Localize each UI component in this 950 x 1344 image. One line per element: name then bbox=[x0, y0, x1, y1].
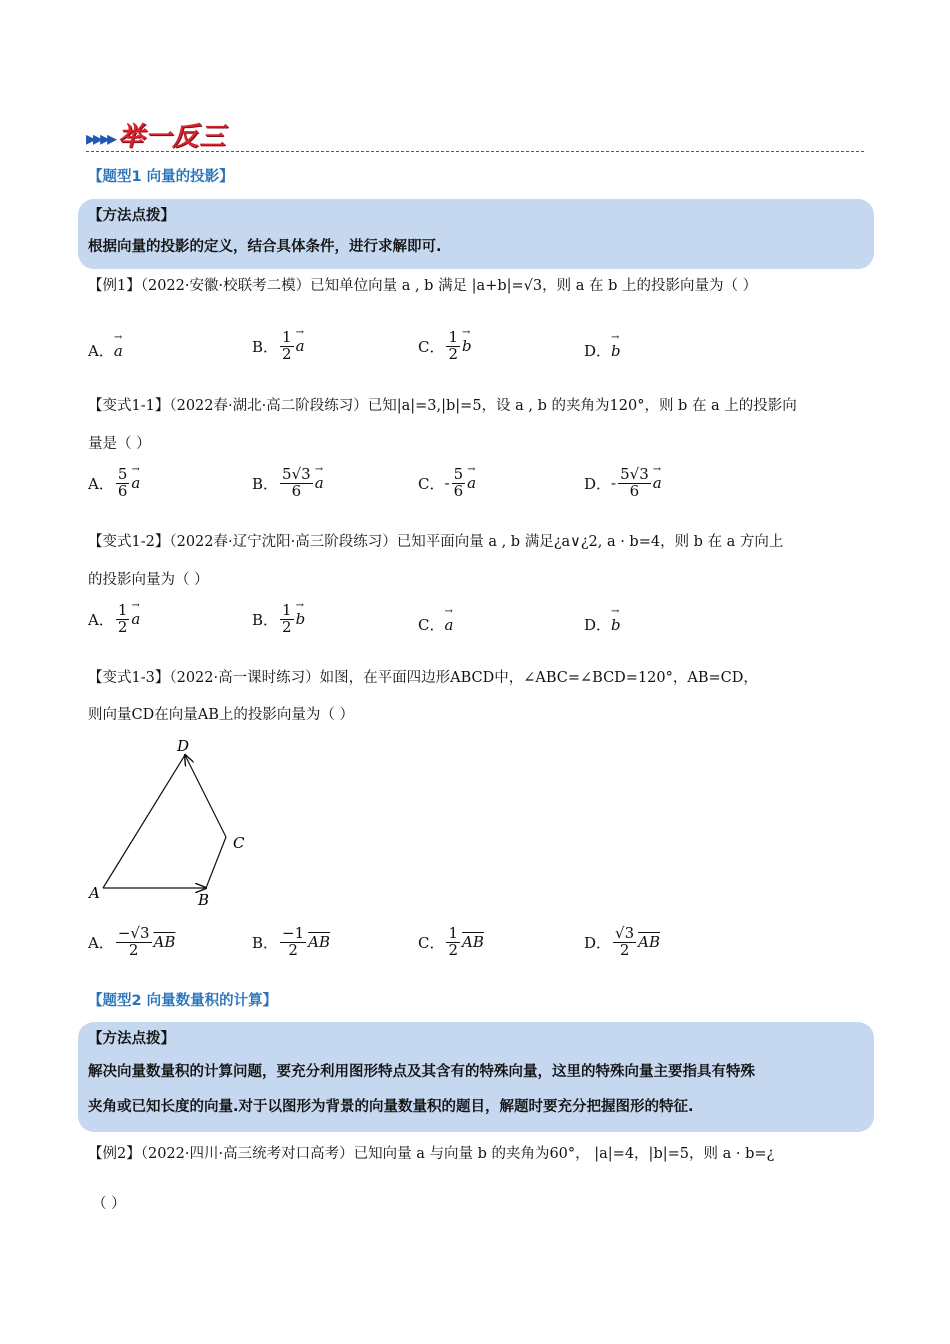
method-box-2 bbox=[78, 1022, 874, 1132]
section-title-2: 【题型2 向量数量积的计算】 bbox=[88, 993, 278, 1009]
fraction: $\frac{1}{2}$ bbox=[282, 328, 292, 363]
fraction: $\frac{1}{2}$ bbox=[448, 328, 459, 363]
v12-option-b[interactable]: B． $\frac{1}{2}$ → b bbox=[252, 603, 305, 636]
v11-option-a[interactable]: A． $\frac{5}{6}$ → a bbox=[88, 467, 140, 500]
v13-option-b[interactable]: B． $\frac{-1}{2}$ $\overline{AB}$ bbox=[252, 924, 331, 959]
segment-ad bbox=[103, 755, 185, 888]
v12-option-d[interactable]: D． → b bbox=[584, 614, 621, 635]
example-1-text: 【例1】（2022·安徽·校联考二模）已知单位向量 a , b 满足 |a+b|=√3，则 a 在 b 上的投影向量为（ ） bbox=[88, 278, 758, 294]
v12-option-a[interactable]: A． $\frac{1}{2}$ → a bbox=[88, 603, 140, 636]
v11-option-c[interactable]: C． - $\frac{5}{6}$ → a bbox=[418, 467, 476, 500]
variant-1-1-line2: 量是（ ） bbox=[88, 436, 151, 452]
quadrilateral-figure bbox=[80, 735, 280, 915]
section-title-1: 【题型1 向量的投影】 bbox=[88, 169, 234, 185]
method-title-2: 【方法点拨】 bbox=[88, 1031, 175, 1047]
ex1-option-c[interactable]: C． $\frac{1}{2}$ → b bbox=[418, 330, 472, 363]
v11-option-b[interactable]: B． $\frac{5√3}{6}$ → a bbox=[252, 467, 324, 500]
method-title-1: 【方法点拨】 bbox=[88, 208, 175, 224]
segment-bc bbox=[206, 837, 226, 888]
method-text-2-line2: 夹角或已知长度的向量.对于以图形为背景的向量数量积的题目，解题时要充分把握图形的特征. bbox=[88, 1099, 694, 1115]
label-b: B bbox=[198, 891, 210, 909]
ex1-option-b[interactable]: B． $\frac{1}{2}$ → a bbox=[252, 330, 305, 363]
header-divider bbox=[86, 151, 864, 152]
v13-option-d[interactable]: D． $\frac{√3}{2}$ $\overline{AB}$ bbox=[584, 924, 660, 959]
variant-1-1-line1: 【变式1-1】（2022春·湖北·高二阶段练习）已知|a|=3,|b|=5，设 a , b 的夹角为120°，则 b 在 a 上的投影向 bbox=[88, 398, 797, 414]
v13-option-a[interactable]: A． $\frac{-√3}{2}$ $\overline{AB}$ bbox=[88, 924, 176, 959]
variant-1-2-line2: 的投影向量为（ ） bbox=[88, 572, 209, 588]
v13-option-c[interactable]: C． $\frac{1}{2}$ $\overline{AB}$ bbox=[418, 924, 484, 959]
v11-option-d[interactable]: D． - $\frac{5√3}{6}$ → a bbox=[584, 467, 662, 500]
label-c: C bbox=[233, 834, 245, 852]
v12-option-c[interactable]: C． → a bbox=[418, 614, 453, 635]
variant-1-3-line2: 则向量CD在向量AB上的投影向量为（ ） bbox=[88, 707, 354, 723]
header-logo-text: 举一反三 bbox=[118, 122, 227, 152]
method-box-1 bbox=[78, 199, 874, 269]
ex1-option-a[interactable]: A． → a bbox=[88, 340, 123, 361]
label-a: A bbox=[89, 884, 100, 902]
method-text-2-line1: 解决向量数量积的计算问题，要充分利用图形特点及其含有的特殊向量，这里的特殊向量主要指具有特殊 bbox=[88, 1064, 755, 1080]
header-arrows-icon: ▸▸▸▸ bbox=[86, 126, 115, 150]
header-logo bbox=[86, 116, 226, 153]
ex1-option-d[interactable]: D． → b bbox=[584, 340, 621, 361]
label-d: D bbox=[177, 737, 190, 755]
variant-1-3-line1: 【变式1-3】（2022·高一课时练习）如图，在平面四边形ABCD中，∠ABC=∠BCD=120°，AB=CD， bbox=[88, 670, 758, 686]
vector-cd bbox=[185, 755, 226, 837]
example-2-line2: （ ） bbox=[92, 1196, 126, 1212]
method-text-1: 根据向量的投影的定义，结合具体条件，进行求解即可. bbox=[88, 239, 442, 255]
example-2-line1: 【例2】（2022·四川·高三统考对口高考）已知向量 a 与向量 b 的夹角为60°， |a|=4，|b|=5，则 a · b=¿ bbox=[88, 1146, 775, 1162]
variant-1-2-line1: 【变式1-2】（2022春·辽宁沈阳·高三阶段练习）已知平面向量 a , b 满足¿a∨¿2, a · b=4，则 b 在 a 方向上 bbox=[88, 534, 784, 550]
